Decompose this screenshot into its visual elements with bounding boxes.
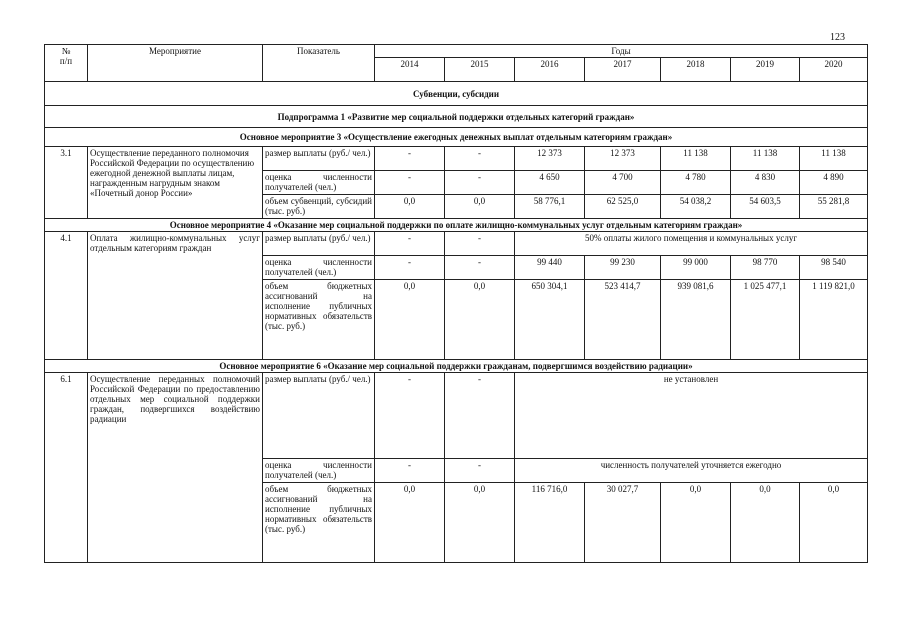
row-3-1-v3-2020: 55 281,8	[800, 195, 868, 219]
row-3-1-v2-2016: 4 650	[515, 171, 585, 195]
row-3-1-v3-2014: 0,0	[375, 195, 445, 219]
row-3-1-v3-2016: 58 776,1	[515, 195, 585, 219]
page-number: 123	[830, 32, 845, 43]
row-4-1-indicator-2: оценка численности получателей (чел.)	[263, 256, 375, 280]
row-4-1-indicator-3: объем бюджетных ассигнований на исполнение публичных нормативных обязательств (тыс. руб.)	[263, 280, 375, 360]
row-3-1-num: 3.1	[45, 147, 88, 219]
row-3-1-v2-2019: 4 830	[731, 171, 800, 195]
row-4-1-event: Оплата жилищно-коммунальных услуг отдельным категориям граждан	[88, 232, 263, 360]
row-4-1-v3-2015: 0,0	[445, 280, 515, 360]
year-2014: 2014	[375, 58, 445, 82]
row-6-1-v1-2014: -	[375, 373, 445, 459]
row-6-1-v3-2016: 116 716,0	[515, 483, 585, 563]
row-3-1-v2-2015: -	[445, 171, 515, 195]
row-6-1-v1-merged: не установлен	[515, 373, 868, 459]
row-4-1-v3-2016: 650 304,1	[515, 280, 585, 360]
row-4-1-indicator-1: размер выплаты (руб./ чел.)	[263, 232, 375, 256]
row-3-1-indicator-1: размер выплаты (руб./ чел.)	[263, 147, 375, 171]
row-3-1-v2-2020: 4 890	[800, 171, 868, 195]
row-3-1-v2-2014: -	[375, 171, 445, 195]
row-3-1-v1-2019: 11 138	[731, 147, 800, 171]
row-4-1-v2-2015: -	[445, 256, 515, 280]
row-6-1-v3-2015: 0,0	[445, 483, 515, 563]
row-6-1-v2-2015: -	[445, 459, 515, 483]
row-6-1-indicator-3: объем бюджетных ассигнований на исполнение публичных нормативных обязательств (тыс. руб.)	[263, 483, 375, 563]
year-2020: 2020	[800, 58, 868, 82]
row-6-1-indicator-2: оценка численности получателей (чел.)	[263, 459, 375, 483]
row-3-1-v3-2015: 0,0	[445, 195, 515, 219]
row-4-1-v3-2017: 523 414,7	[585, 280, 661, 360]
row-3-1-v1-2017: 12 373	[585, 147, 661, 171]
row-6-1-v3-2018: 0,0	[661, 483, 731, 563]
row-4-1-v1-2015: -	[445, 232, 515, 256]
section-activity-3: Основное мероприятие 3 «Осуществление ежегодных денежных выплат отдельным категориям граждан»	[45, 128, 868, 147]
row-3-1-v1-2016: 12 373	[515, 147, 585, 171]
row-6-1-v3-2017: 30 027,7	[585, 483, 661, 563]
row-4-1-v3-2019: 1 025 477,1	[731, 280, 800, 360]
row-3-1-indicator-2: оценка численности получателей (чел.)	[263, 171, 375, 195]
section-activity-6: Основное мероприятие 6 «Оказание мер социальной поддержки гражданам, подвергшимся воздействию радиации»	[45, 360, 868, 373]
row-4-1-v3-2020: 1 119 821,0	[800, 280, 868, 360]
row-4-1-v2-2018: 99 000	[661, 256, 731, 280]
section-activity-4: Основное мероприятие 4 «Оказание мер социальной поддержки по оплате жилищно-коммунальных услуг отдельным категориям граждан»	[45, 219, 868, 232]
row-4-1-v2-2017: 99 230	[585, 256, 661, 280]
row-4-1-v2-2016: 99 440	[515, 256, 585, 280]
row-6-1-v3-2014: 0,0	[375, 483, 445, 563]
header-indicator: Показатель	[263, 45, 375, 82]
header-num: № п/п	[45, 45, 88, 82]
section-subsidies: Субвенции, субсидии	[45, 82, 868, 106]
row-4-1-v2-2014: -	[375, 256, 445, 280]
row-3-1-v1-2018: 11 138	[661, 147, 731, 171]
year-2016: 2016	[515, 58, 585, 82]
budget-table	[44, 44, 868, 563]
row-6-1-v3-2019: 0,0	[731, 483, 800, 563]
row-3-1-v2-2017: 4 700	[585, 171, 661, 195]
row-6-1-event: Осуществление переданных полномочий Российской Федерации по предоставлению отдельных мер социальной поддержки граждан, подвергшихся воздействию радиации	[88, 373, 263, 563]
row-6-1-num: 6.1	[45, 373, 88, 563]
year-2015: 2015	[445, 58, 515, 82]
row-4-1-v2-2019: 98 770	[731, 256, 800, 280]
row-6-1-v1-2015: -	[445, 373, 515, 459]
row-4-1-num: 4.1	[45, 232, 88, 360]
section-subprogram-1: Подпрограмма 1 «Развитие мер социальной поддержки отдельных категорий граждан»	[45, 106, 868, 128]
year-2017: 2017	[585, 58, 661, 82]
row-4-1-v1-2014: -	[375, 232, 445, 256]
row-3-1-v3-2018: 54 038,2	[661, 195, 731, 219]
header-years: Годы	[375, 45, 868, 58]
row-6-1-v2-2014: -	[375, 459, 445, 483]
row-6-1-v3-2020: 0,0	[800, 483, 868, 563]
row-4-1-v3-2014: 0,0	[375, 280, 445, 360]
year-2018: 2018	[661, 58, 731, 82]
row-3-1-v1-2014: -	[375, 147, 445, 171]
row-4-1-v2-2020: 98 540	[800, 256, 868, 280]
row-3-1-v3-2019: 54 603,5	[731, 195, 800, 219]
header-event: Мероприятие	[88, 45, 263, 82]
row-6-1-indicator-1: размер выплаты (руб./ чел.)	[263, 373, 375, 459]
row-3-1-indicator-3: объем субвенций, субсидий (тыс. руб.)	[263, 195, 375, 219]
year-2019: 2019	[731, 58, 800, 82]
row-4-1-v1-merged: 50% оплаты жилого помещения и коммунальных услуг	[515, 232, 868, 256]
row-3-1-v1-2015: -	[445, 147, 515, 171]
row-3-1-v1-2020: 11 138	[800, 147, 868, 171]
row-6-1-v2-merged: численность получателей уточняется ежегодно	[515, 459, 868, 483]
row-4-1-v3-2018: 939 081,6	[661, 280, 731, 360]
row-3-1-event: Осуществление переданного полномочия Российской Федерации по осуществлению ежегодной денежной выплаты лицам, награжденным нагрудным знаком «Почетный донор России»	[88, 147, 263, 219]
row-3-1-v2-2018: 4 780	[661, 171, 731, 195]
row-3-1-v3-2017: 62 525,0	[585, 195, 661, 219]
